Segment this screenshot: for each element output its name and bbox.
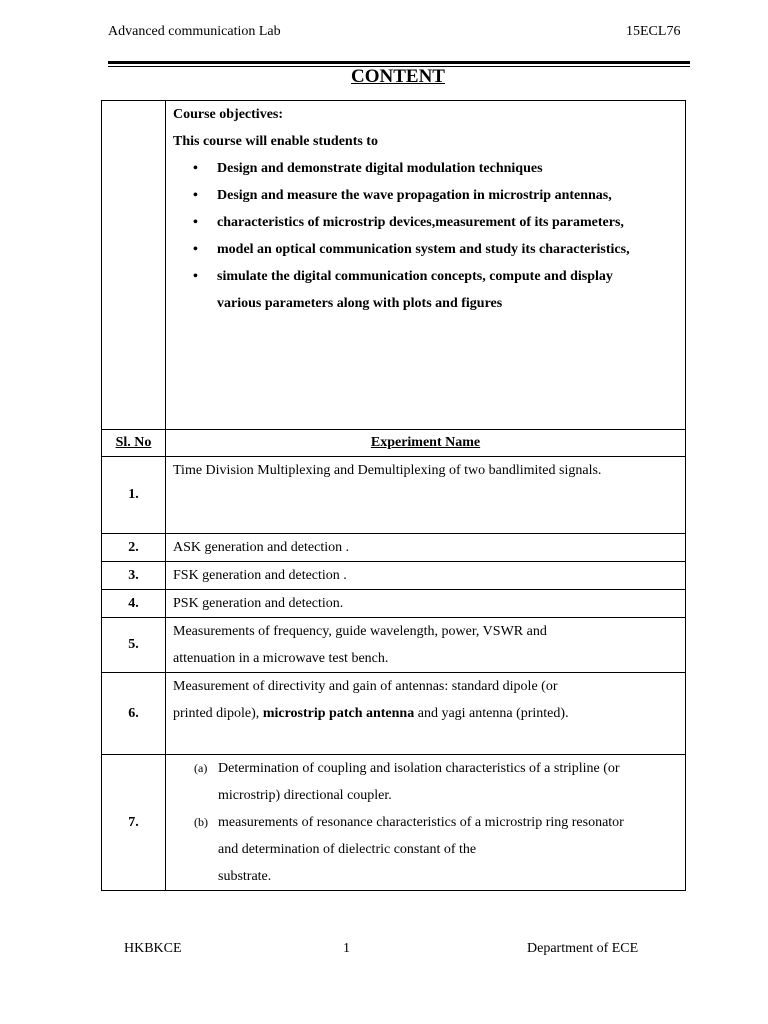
experiment-number: 6. [102, 673, 166, 755]
content-table [101, 100, 686, 891]
experiment-name [166, 673, 686, 755]
experiment-text: Determination of coupling and isolation characteristics of a stripline (or [218, 761, 620, 776]
experiment-line [173, 700, 685, 727]
experiment-text-bold: microstrip patch antenna [262, 706, 415, 721]
bullet-icon: • [193, 215, 198, 230]
experiment-name: PSK generation and detection. [166, 590, 686, 618]
experiment-name [166, 755, 686, 891]
experiment-number: 5. [102, 618, 166, 673]
experiment-text: measurements of resonance characteristics of a microstrip ring resonator [218, 815, 624, 830]
table-row [102, 534, 686, 562]
objectives-row [102, 101, 686, 430]
experiment-text: printed dipole), [173, 706, 263, 721]
objective-text: Design and measure the wave propagation in microstrip antennas, [217, 188, 612, 203]
objective-item [173, 209, 685, 236]
objective-text: model an optical communication system and study its characteristics, [217, 242, 630, 257]
objective-item [173, 236, 685, 263]
table-row [102, 755, 686, 891]
table-row [102, 562, 686, 590]
experiment-number: 4. [102, 590, 166, 618]
experiment-name: ASK generation and detection . [166, 534, 686, 562]
objectives-heading: Course objectives: [173, 107, 284, 122]
header-course-code: 15ECL76 [626, 24, 681, 39]
experiment-line: substrate. [218, 869, 272, 884]
objective-item [173, 263, 685, 290]
column-header-experiment-name: Experiment Name [166, 430, 686, 457]
footer-institution: HKBKCE [124, 941, 182, 956]
objective-item [173, 155, 685, 182]
bullet-icon: • [193, 269, 198, 284]
objective-text: Design and demonstrate digital modulation techniques [217, 161, 543, 176]
experiment-number: 2. [102, 534, 166, 562]
experiment-line: microstrip) directional coupler. [218, 788, 392, 803]
page-title: CONTENT [351, 66, 445, 87]
table-header-row [102, 430, 686, 457]
objective-item [173, 182, 685, 209]
experiment-line: Measurements of frequency, guide wavelength, power, VSWR and [173, 624, 547, 639]
experiment-number: 1. [102, 457, 166, 534]
table-row [102, 457, 686, 534]
table-row [102, 673, 686, 755]
footer-page-number: 1 [343, 941, 350, 956]
sub-marker-a: (a) [194, 761, 208, 775]
experiment-line: Measurement of directivity and gain of antennas: standard dipole (or [173, 679, 558, 694]
column-header-sl-no: Sl. No [102, 430, 166, 457]
bullet-icon: • [193, 188, 198, 203]
header-rule-thick [108, 61, 690, 64]
objective-text: characteristics of microstrip devices,measurement of its parameters, [217, 215, 624, 230]
header-course-title: Advanced communication Lab [108, 24, 281, 39]
experiment-name [166, 457, 686, 534]
experiment-name: FSK generation and detection . [166, 562, 686, 590]
sub-experiment-a [173, 755, 685, 782]
bullet-icon: • [193, 242, 198, 257]
objectives-intro: This course will enable students to [173, 134, 378, 149]
objective-continuation: various parameters along with plots and figures [217, 296, 503, 311]
sub-experiment-b [173, 809, 685, 836]
experiment-number: 3. [102, 562, 166, 590]
table-row [102, 590, 686, 618]
sub-marker-b: (b) [194, 815, 208, 829]
objective-text: simulate the digital communication concepts, compute and display [217, 269, 613, 284]
table-row [102, 618, 686, 673]
objectives-cell [166, 101, 686, 430]
experiment-name [166, 618, 686, 673]
experiment-line: Time Division Multiplexing and Demultiplexing of two bandlimited signals. [173, 463, 602, 478]
experiment-line: and determination of dielectric constant of the [218, 842, 477, 857]
experiment-text: and yagi antenna (printed). [414, 706, 569, 721]
footer-department: Department of ECE [527, 941, 639, 956]
objectives-empty-cell [102, 101, 166, 430]
bullet-icon: • [193, 161, 198, 176]
experiment-number: 7. [102, 755, 166, 891]
experiment-line: attenuation in a microwave test bench. [173, 651, 389, 666]
